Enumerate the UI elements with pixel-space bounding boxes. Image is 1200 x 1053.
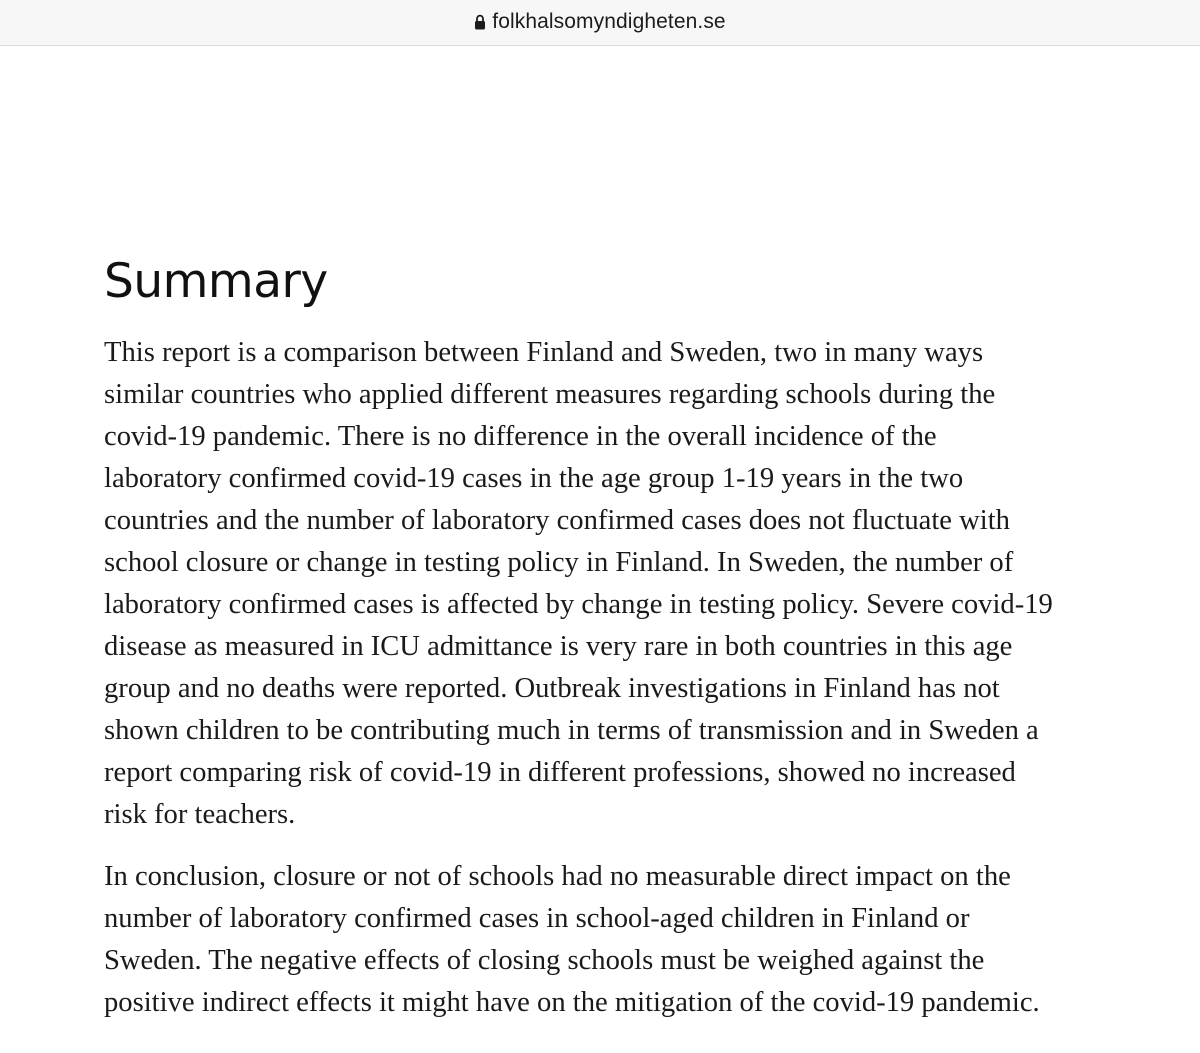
text-line: similar countries who applied different measures regarding schools during the [104,379,996,410]
conclusion-paragraph [104,856,1154,1024]
text-line: In conclusion, closure or not of schools had no measurable direct impact on the [104,861,1011,892]
url-text: folkhalsomyndigheten.se [492,9,726,33]
summary-paragraph-1 [104,332,1154,836]
text-line: risk for teachers. [104,799,296,830]
text-line: Sweden. The negative effects of closing schools must be weighed against the [104,945,985,976]
text-line: school closure or change in testing policy in Finland. In Sweden, the number of [104,547,1014,578]
text-line: report comparing risk of covid-19 in different professions, showed no increased [104,757,1016,788]
url-display[interactable] [474,10,725,34]
lock-icon [474,14,486,30]
text-line: shown children to be contributing much in terms of transmission and in Sweden a [104,715,1039,746]
text-line: This report is a comparison between Finland and Sweden, two in many ways [104,337,984,368]
text-line: number of laboratory confirmed cases in school-aged children in Finland or [104,903,970,934]
text-line: group and no deaths were reported. Outbreak investigations in Finland has not [104,673,1000,704]
address-bar[interactable] [0,0,1200,46]
text-line: laboratory confirmed cases is affected by change in testing policy. Severe covid-19 [104,589,1053,620]
summary-heading: Summary [104,254,328,309]
text-line: disease as measured in ICU admittance is very rare in both countries in this age [104,631,1013,662]
text-line: laboratory confirmed covid-19 cases in the age group 1-19 years in the two [104,463,964,494]
document-content [104,245,1154,1024]
text-line: positive indirect effects it might have on the mitigation of the covid-19 pandemic. [104,987,1040,1018]
text-line: countries and the number of laboratory confirmed cases does not fluctuate with [104,505,1010,536]
text-line: covid-19 pandemic. There is no difference in the overall incidence of the [104,421,937,452]
